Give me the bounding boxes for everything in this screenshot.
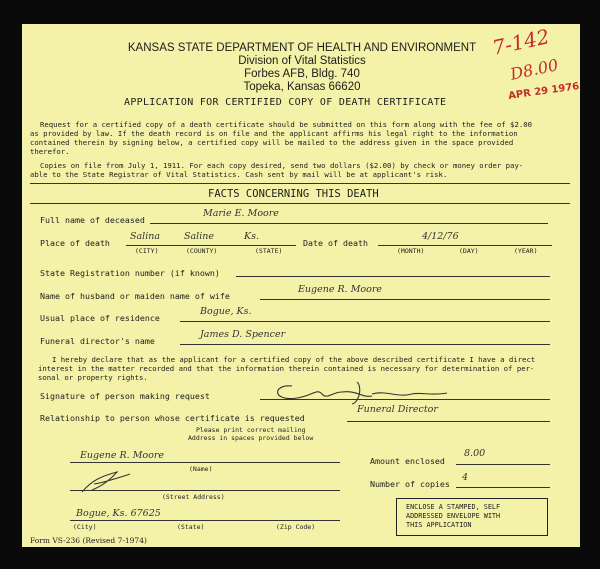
mailing-city-value: Bogue, Ks. 67625 xyxy=(76,508,161,519)
received-date-stamp: APR 29 1976 xyxy=(507,81,580,102)
declaration-line: sonal or property rights. xyxy=(38,373,148,382)
divider xyxy=(30,183,570,184)
facts-heading: FACTS CONCERNING THIS DEATH xyxy=(208,188,379,200)
agency-city: Topeka, Kansas 66620 xyxy=(243,81,361,93)
mailing-note: Please print correct mailing xyxy=(196,426,306,434)
envelope-notice-box xyxy=(396,498,548,536)
city-caption: (CITY) xyxy=(135,247,159,255)
street-caption: (Street Address) xyxy=(162,493,225,501)
signature-label: Signature of person making request xyxy=(40,391,210,401)
month-caption: (MONTH) xyxy=(397,247,425,255)
residence-line xyxy=(180,321,550,322)
mailing-name-line xyxy=(70,462,340,463)
spouse-line xyxy=(260,299,550,300)
amount-label: Amount enclosed xyxy=(370,456,445,466)
instructions-line: Request for a certified copy of a death certificate should be submitted on this form along with the fee of $2.00 xyxy=(40,120,533,129)
application-form xyxy=(22,24,580,547)
year-caption: (YEAR) xyxy=(514,247,538,255)
place-state-value: Ks. xyxy=(244,231,259,242)
instructions-line: contained therein by signing below, a certified copy will be mailed to the address given in the space provided xyxy=(30,138,514,147)
street-line xyxy=(70,490,340,491)
declaration-line: I hereby declare that as the applicant for a certified copy of the above described certificate I have a direct xyxy=(52,355,536,364)
full-name-value: Marie E. Moore xyxy=(203,208,279,219)
instructions-line: able to the State Registrar of Vital Statistics. Cash sent by mail will be at applicant's risk. xyxy=(30,170,448,179)
place-line xyxy=(126,245,296,246)
city-line xyxy=(70,520,340,521)
registration-line xyxy=(236,276,550,277)
registration-label: State Registration number (if known) xyxy=(40,268,220,278)
envelope-notice-line: THIS APPLICATION xyxy=(406,521,472,529)
form-id: Form VS-236 (Revised 7-1974) xyxy=(30,536,147,545)
full-name-line xyxy=(150,223,548,224)
city-caption: (City) xyxy=(73,523,97,531)
copies-value: 4 xyxy=(462,472,469,483)
copies-label: Number of copies xyxy=(370,479,450,489)
relationship-value: Funeral Director xyxy=(357,404,438,415)
instructions-line: therefor. xyxy=(30,147,70,156)
relationship-line xyxy=(347,421,550,422)
envelope-notice-line: ADDRESSED ENVELOPE WITH xyxy=(406,512,501,520)
amount-value: 8.00 xyxy=(464,448,486,459)
county-caption: (COUNTY) xyxy=(186,247,218,255)
declaration-line: interest in the matter recorded and that the information therein contained is necessary for determination of per- xyxy=(38,364,535,373)
funeral-director-value: James D. Spencer xyxy=(200,329,286,340)
mailing-name-value: Eugene R. Moore xyxy=(80,450,165,461)
form-title: APPLICATION FOR CERTIFIED COPY OF DEATH CERTIFICATE xyxy=(124,97,447,108)
instructions-line: as provided by law. If the death record is on file and the applicant affirms his legal right to the information xyxy=(30,129,518,138)
divider xyxy=(30,203,570,204)
envelope-notice-line: ENCLOSE A STAMPED, SELF xyxy=(406,503,501,511)
full-name-label: Full name of deceased xyxy=(40,215,145,225)
place-city-value: Salina xyxy=(130,231,161,242)
mailing-note: Address in spaces provided below xyxy=(188,434,314,442)
funeral-director-label: Funeral director's name xyxy=(40,336,155,346)
residence-label: Usual place of residence xyxy=(40,313,160,323)
copies-line xyxy=(456,487,550,488)
stamp-fee: D8.00 xyxy=(508,55,560,84)
place-label: Place of death xyxy=(40,238,110,248)
instructions-line: Copies on file from July 1, 1911. For each copy desired, send two dollars ($2.00) by check or money order pay- xyxy=(40,161,524,170)
amount-line xyxy=(456,464,550,465)
stamp-number: 7-142 xyxy=(490,24,552,60)
place-county-value: Saline xyxy=(184,231,214,242)
spouse-label: Name of husband or maiden name of wife xyxy=(40,291,230,301)
street-address-scribble xyxy=(72,466,142,496)
division-name: Division of Vital Statistics xyxy=(238,55,366,67)
name-caption: (Name) xyxy=(189,465,213,473)
funeral-director-line xyxy=(180,344,550,345)
date-value: 4/12/76 xyxy=(422,231,459,242)
day-caption: (DAY) xyxy=(459,247,479,255)
state-caption: (State) xyxy=(177,523,205,531)
zip-caption: (Zip Code) xyxy=(276,523,316,531)
residence-value: Bogue, Ks. xyxy=(200,306,252,317)
applicant-signature xyxy=(262,376,462,406)
agency-name: KANSAS STATE DEPARTMENT OF HEALTH AND ENVIRONMENT xyxy=(127,42,477,54)
relationship-label: Relationship to person whose certificate is requested xyxy=(40,413,305,423)
spouse-value: Eugene R. Moore xyxy=(298,284,383,295)
date-line xyxy=(378,245,552,246)
state-caption: (STATE) xyxy=(255,247,283,255)
date-label: Date of death xyxy=(303,238,368,248)
agency-building: Forbes AFB, Bldg. 740 xyxy=(244,68,360,80)
